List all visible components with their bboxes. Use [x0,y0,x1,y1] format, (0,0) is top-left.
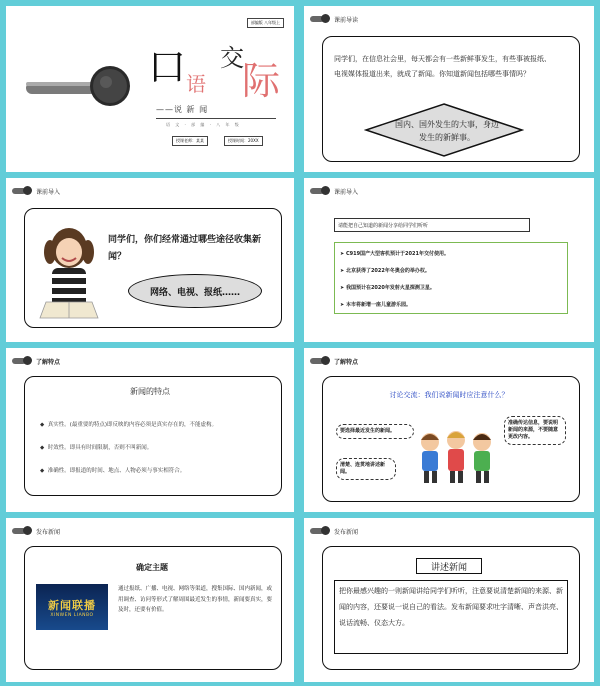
news-item: ➤ C919国产大型客机预计于2021年交付使用。 [340,251,449,257]
slide-tell[interactable] [304,518,594,682]
speech-bubble: 清楚、连贯地讲述新闻。 [336,458,396,480]
microphone-icon [310,526,330,536]
logo-text-cn: 新闻联播 [48,598,96,612]
header-label: 了解特点 [334,358,359,366]
features-title: 新闻的特点 [130,387,170,396]
microphone-icon [310,186,330,196]
girl-reading-image [36,222,102,326]
teacher-box: 授课老师：某某 [172,136,208,146]
diamond-text: 国内、国外发生的大事，身边发生的新鲜事。 [395,120,499,142]
title-char-jiao: 交 [220,44,244,72]
logo-text-en: XINWEN LIANBO [50,612,94,618]
intro-text: 同学们，在信息社会里，每天都会有一些新鲜事发生，有些事被报纸、电视媒体报道出来，就成了新闻。你知道新闻包括哪些事情吗？ [334,55,551,78]
discussion-title: 讨论交流：我们说新闻时应注意什么？ [389,391,509,399]
feature-row: ◆ 时效性。即具有时间限制，否则不叫新闻。 [40,445,153,451]
slide-discussion[interactable] [304,348,594,512]
header-label: 发布新闻 [36,528,61,536]
feature-row: ◆ 真实性。(最重要的特点)即反映的内容必须是真实存在的，不能虚构。 [40,422,218,428]
header-label: 课前导读 [334,16,359,24]
microphone-image [24,64,134,108]
news-item: ➤ 北京获得了2022年冬奥会的举办权。 [340,268,430,274]
microphone-icon [12,186,32,196]
grade-badge: 部编版 八年级上 [247,18,284,28]
speech-bubble: 要选择最近发生的新闻。 [336,424,414,439]
news-logo [36,584,108,630]
microphone-icon [12,356,32,366]
title-char-yu: 语 [186,72,206,96]
slide-header [310,186,358,196]
course-info: 语 文 · 部 编 · 八 年 级 [166,122,241,127]
slide-header [310,526,358,536]
topic-title: 确定主题 [136,563,168,572]
slide-header [12,186,60,196]
answer-ellipse: 网络、电视、报纸…… [128,274,262,308]
slide-header [310,14,358,24]
slide-header [12,526,60,536]
header-label: 课前导入 [36,188,61,196]
microphone-icon [310,14,330,24]
prompt-box: 请能把自己知道的新闻分享给同学们听听 [334,218,530,232]
slide-title[interactable] [6,6,294,172]
news-item: ➤ 我国预计在2020年发射火星探测卫星。 [340,285,435,291]
header-label: 了解特点 [36,358,61,366]
header-label: 发布新闻 [334,528,359,536]
feature-row: ◆ 准确性。即报道的时间、地点、人物必须与事实相符合。 [40,468,186,474]
slide-topic[interactable] [6,518,294,682]
slide-features[interactable] [6,348,294,512]
subtitle: ——说 新 闻 [156,105,209,114]
microphone-icon [12,526,32,536]
divider [156,118,276,119]
tell-title: 讲述新闻 [416,558,482,574]
microphone-icon [310,356,330,366]
children-illustration [412,428,502,484]
topic-text: 通过报纸、广播、电视、网络等渠道，搜集国际、国内新闻，或用调查、访问等形式了解周围最近发生的事情，新闻要真实，要及时，还要有价值。 [118,586,273,613]
title-char-ji: 际 [242,59,281,103]
news-item: ➤ 本市将新增一座儿童游乐园。 [340,302,411,308]
tell-text: 把你最感兴趣的一则新闻讲给同学们听听，注意要说清楚新闻的来源、新闻的内容，还要说一说自己的看法。发布新闻要求吐字清晰、声音洪亮、说话流畅、仪态大方。 [334,580,568,654]
speech-bubble: 准确传达信息，要说明新闻的来源，不要随意更改内容。 [504,416,566,445]
slide-header [12,356,60,366]
time-box: 授课时间：20XX [224,136,263,146]
title-char-kou: 口 [148,45,187,89]
slide-header [310,356,358,366]
slide-share[interactable] [304,178,594,342]
slide-reading[interactable] [304,6,594,172]
slide-intro[interactable] [6,178,294,342]
header-label: 课前导入 [334,188,359,196]
question-text: 同学们，你们经常通过哪些途径收集新闻？ [108,235,262,262]
